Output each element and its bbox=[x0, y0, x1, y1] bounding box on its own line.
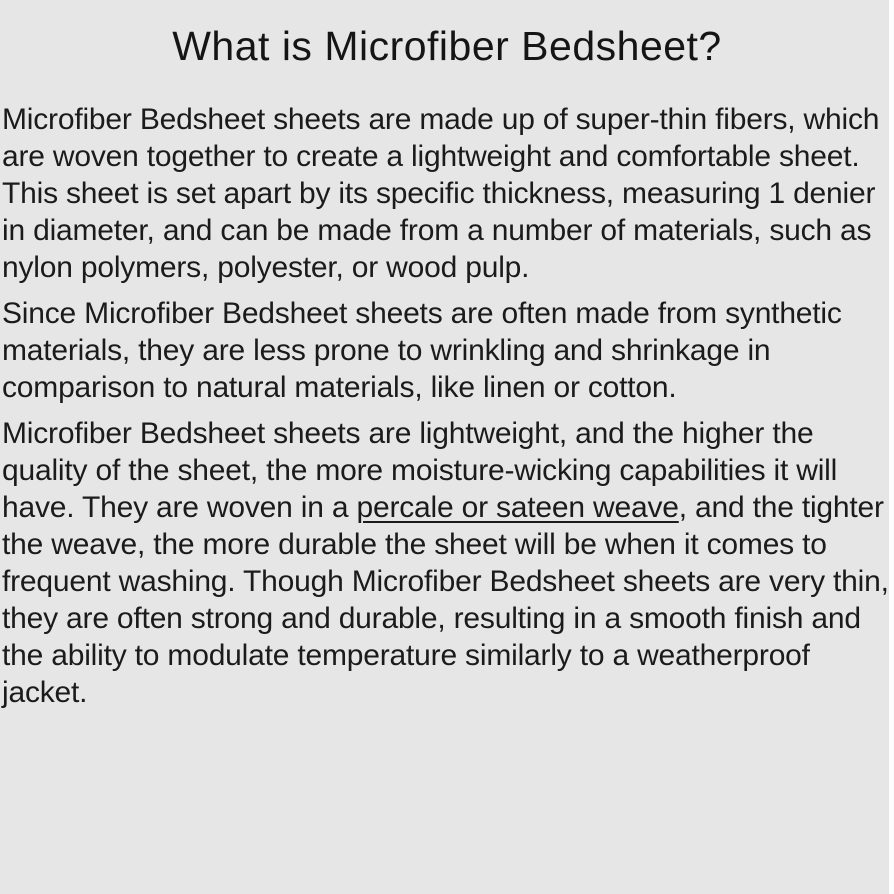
paragraph-synthetic-materials: Since Microfiber Bedsheet sheets are often made from synthetic materials, they are less prone to wrinkling and shrinkage in comparison to natural materials, like linen or cotton. bbox=[2, 297, 842, 404]
paragraph-intro: Microfiber Bedsheet sheets are made up of super-thin fibers, which are woven together to create a lightweight and comfortable sheet. This sheet is set apart by its specific thickness, measuring 1 denier in diameter, and can be made from a number of materials, such as nylon polymers, polyester, or wood pulp. bbox=[2, 103, 880, 284]
percale-sateen-weave-link[interactable]: percale or sateen weave bbox=[356, 491, 679, 524]
page-title: What is Microfiber Bedsheet? bbox=[172, 23, 722, 69]
paragraph-weave-pre-text: Microfiber Bedsheet sheets are lightweight, and the higher the quality of the sheet, the more moisture-wicking capabilities it will have. They are woven in a bbox=[2, 417, 838, 524]
paragraph-weave-durability bbox=[2, 415, 892, 711]
article-body bbox=[2, 101, 892, 720]
right-edge-strip bbox=[889, 0, 894, 894]
paragraph-weave-post-text: , and the tighter the weave, the more durable the sheet will be when it comes to frequent washing. Though Microfiber Bedsheet sheets are very thin, they are often strong and durable, resulting in a smooth finish and the ability to modulate temperature similarly to a weatherproof jacket. bbox=[2, 491, 889, 709]
